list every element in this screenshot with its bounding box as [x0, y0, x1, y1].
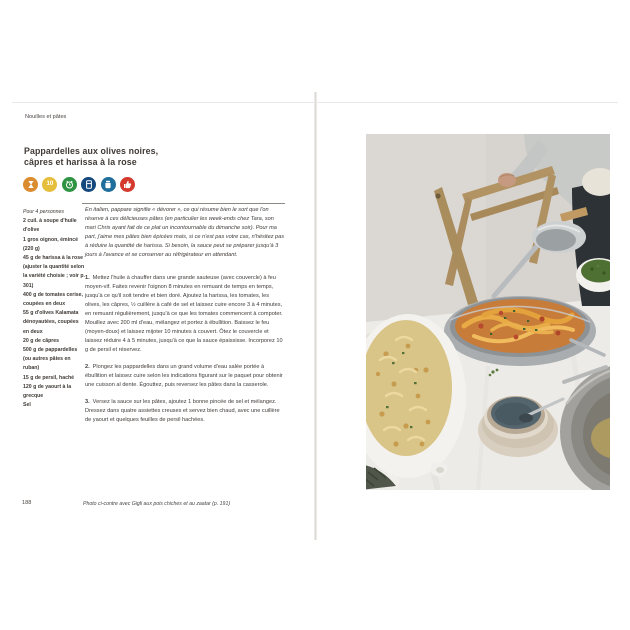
recipe-intro: En italien, pappare signifie « dévorer », ce qui résume bien le sort que l'on réserve à ces délicieuses pâtes (en particulier les week-ends chez Tara, son mari Chris ayant fait de ce plat un incontournable du dimanche soir). Pour ma part, j'aime mes pâtes bien épicées mais, si ce n'est pas votre cas, n'hésitez pas à réduire la quantité de harissa. Si besoin, la sauce peut se préparer jusqu'à 3 jours à l'avance et se conserver au réfrigérateur en attendant.	[85, 207, 285, 258]
recipe-badges	[23, 177, 135, 192]
recipe-step	[85, 274, 286, 355]
ten-ingredients-label: 10	[46, 180, 54, 188]
ingredient-item: 20 g de câpres	[23, 337, 60, 344]
page-number: 188	[22, 500, 32, 506]
chapter-header: Nouilles et pâtes	[25, 114, 67, 120]
recipe-step	[85, 363, 286, 390]
fridge-icon	[81, 177, 96, 192]
step-text: Plongez les pappardelles dans un grand volume d'eau salée portée à ébullition et laissez cuire selon les indications figurant sur le paquet pour obtenir une cuisson al dente. Égouttez, puis reversez les pâtes dans la casserole.	[85, 364, 283, 388]
ingredient-item: 55 g d'olives Kalamata dénoyautées, coupées en deux	[23, 310, 79, 335]
step-number: 1.	[85, 275, 90, 281]
step-number: 2.	[85, 364, 90, 370]
section-divider	[82, 203, 285, 204]
ingredient-item: 500 g de pappardelles (ou autres pâtes en ruban)	[23, 347, 78, 372]
pantry-jar-icon	[101, 177, 116, 192]
recipe-title-line1: Pappardelles aux olives noires,	[24, 146, 159, 156]
ingredient-list	[23, 208, 86, 410]
recipe-step	[85, 398, 286, 425]
ingredient-item: 15 g de persil, haché	[23, 374, 75, 381]
recipe-method	[85, 206, 286, 433]
hourglass-icon	[23, 177, 38, 192]
ingredient-item: 45 g de harissa à la rose (ajuster la quantité selon la variété choisie ; voir p. 301)	[23, 255, 85, 289]
photo-caption: Photo ci-contre avec Gigli aux pois chiches et au zaatar (p. 191)	[83, 501, 231, 507]
recipe-title-line2: câpres et harissa à la rose	[24, 157, 137, 167]
step-number: 3.	[85, 399, 90, 405]
serving-note: Pour 4 personnes	[23, 209, 64, 215]
ingredient-item: 1 gros oignon, émincé (220 g)	[23, 236, 79, 252]
alarm-clock-icon	[62, 177, 77, 192]
step-text: Mettez l'huile à chauffer dans une grande sauteuse (avec couvercle) à feu moyen-vif. Faites revenir l'oignon 8 minutes en remuant de temps en temps, jusqu'à ce qu'il soit tendre et bien doré. Ajoutez la harissa, les tomates, les olives, les câpres, ½ cuillère à café de sel et laissez cuire encore 3 à 4 minutes, en remuant régulièrement, jusqu'à ce que les tomates commencent à compoter. Mouillez avec 200 ml d'eau, mélangez et portez à ébullition. Baissez le feu (moyen-doux) et laissez mijoter 10 minutes à couvert. Ôtez le couvercle et laissez réduire 4 à 5 minutes, jusqu'à ce que la sauce épaississe. Incorporez 10 g de persil et réservez.	[85, 275, 283, 353]
recipe-title	[24, 146, 158, 168]
recipe-photo	[366, 134, 610, 490]
book-spine	[314, 92, 317, 540]
thumb-up-icon	[120, 177, 135, 192]
ingredient-item: 2 cuil. à soupe d'huile d'olive	[23, 218, 77, 234]
ten-ingredients-icon	[42, 177, 57, 192]
ingredient-item: 400 g de tomates cerise, coupées en deux	[23, 291, 83, 308]
step-text: Versez la sauce sur les pâtes, ajoutez 1 bonne pincée de sel et mélangez. Dressez dans quatre assiettes creuses et servez bien chaud, avec une cuillère de yaourt et quelques feuilles de persil hachées.	[85, 399, 280, 423]
ingredient-item: 120 g de yaourt à la grecque	[23, 383, 72, 400]
ingredient-item: Sel	[23, 402, 31, 409]
